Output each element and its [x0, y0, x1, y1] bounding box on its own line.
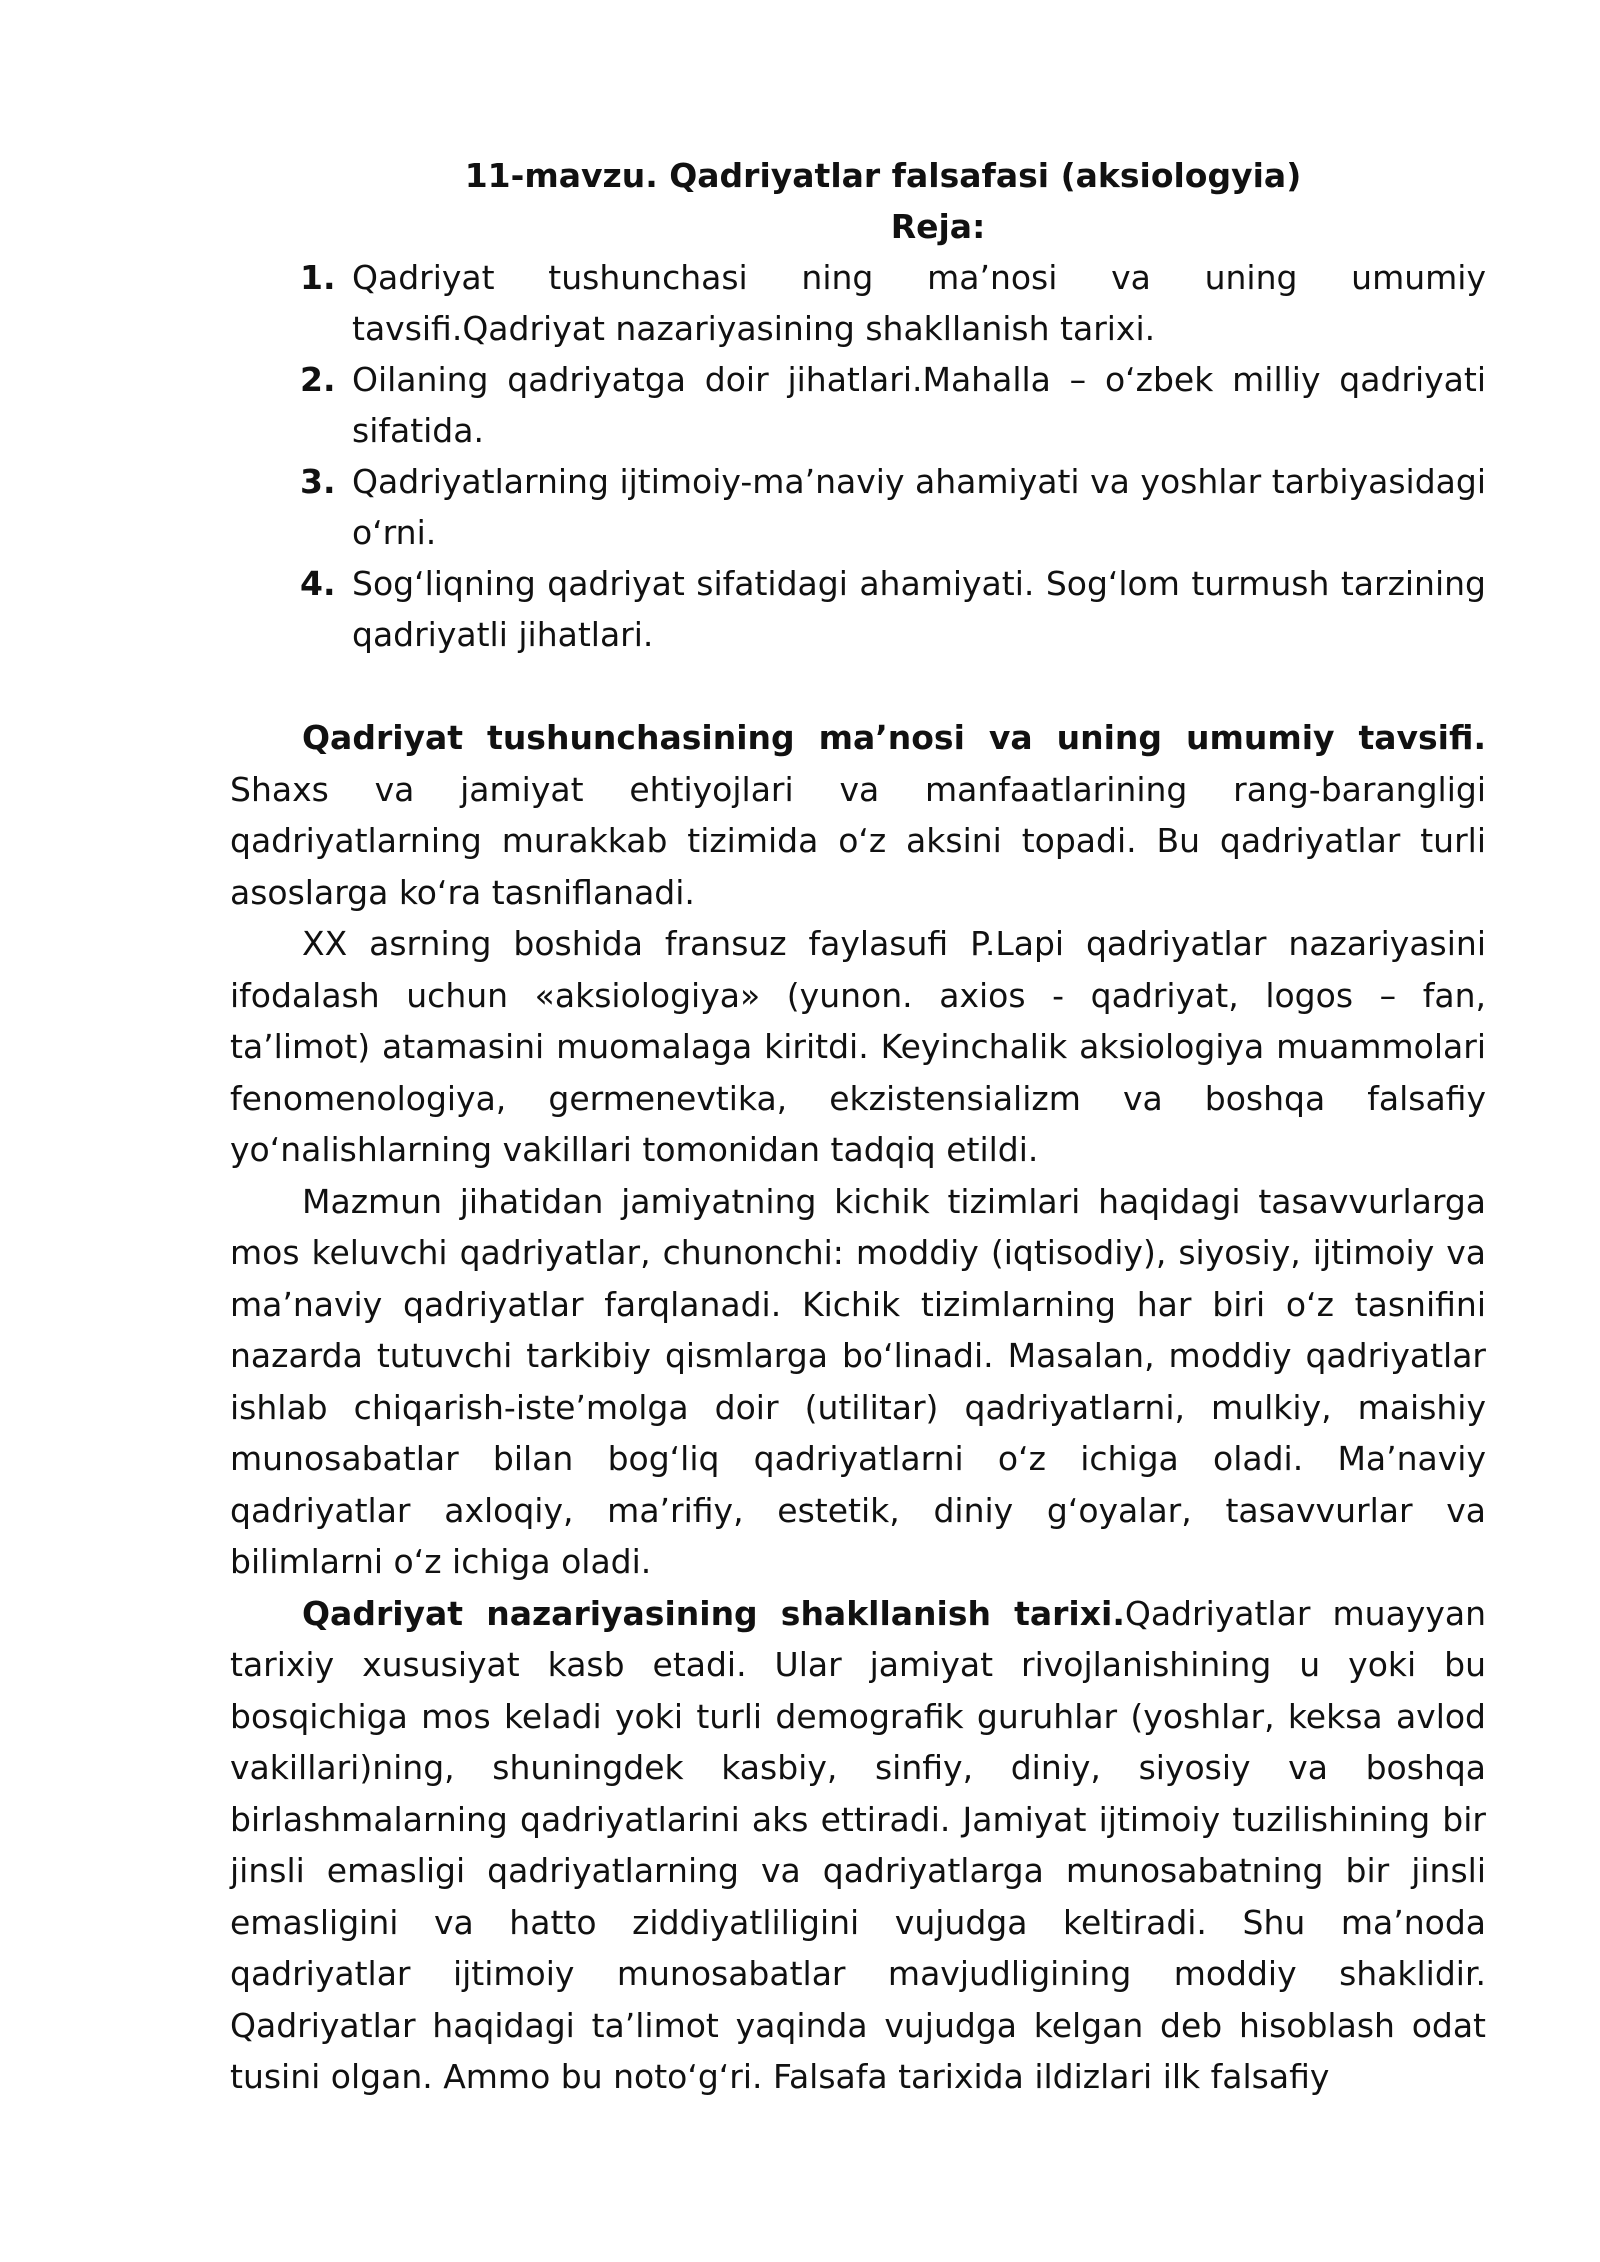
plan-item-text: Sog‘liqning qadriyat sifatidagi ahamiyati. Sog‘lom turmush tarzining qadriyatli jihatlari.	[352, 564, 1486, 654]
plan-item	[230, 456, 1486, 558]
paragraph-text: Mazmun jihatidan jamiyatning kichik tizimlari haqidagi tasavvurlarga mos keluvchi qadriyatlar, chunonchi: moddiy (iqtisodiy), siyosiy, ijtimoiy va ma’naviy qadriyatlar farqlanadi. Kichik tizimlarning har biri o‘z tasnifini nazarda tutuvchi tarkibiy qismlarga bo‘linadi. Masalan, moddiy qadriyatlar ishlab chiqarish-iste’molga doir (utilitar) qadriyatlarni, mulkiy, maishiy munosabatlar bilan bog‘liq qadriyatlarni o‘z ichiga oladi. Ma’naviy qadriyatlar axloqiy, ma’rifiy, estetik, diniy g‘oyalar, tasavvurlar va bilimlarni o‘z ichiga oladi.	[230, 1181, 1486, 1581]
plan-list	[230, 252, 1486, 660]
paragraph-heading: Qadriyat tushunchasining ma’nosi va uning umumiy tavsifi.	[302, 718, 1486, 757]
section-spacer	[230, 660, 1486, 712]
body-paragraph	[230, 1176, 1486, 1588]
plan-item-text: Oilaning qadriyatga doir jihatlari.Mahalla – o‘zbek milliy qadriyati sifatida.	[352, 360, 1486, 450]
document-page	[230, 150, 1486, 2103]
paragraph-heading: Qadriyat nazariyasining shakllanish tarixi.	[302, 1593, 1125, 1633]
plan-item-number: 3.	[300, 462, 336, 501]
paragraph-text: Qadriyatlar muayyan tarixiy xususiyat kasb etadi. Ular jamiyat rivojlanishining u yoki bu bosqichiga mos keladi yoki turli demografik guruhlar (yoshlar, keksa avlod vakillari)ning, shuningdek kasbiy, sinfiy, diniy, siyosiy va boshqa birlashmalarning qadriyatlarini aks ettiradi. Jamiyat ijtimoiy tuzilishining bir jinsli emasligi qadriyatlarning va qadriyatlarga munosabatning bir jinsli emasligini va hatto ziddiyatliligini vujudga keltiradi. Shu ma’noda qadriyatlar ijtimoiy munosabatlar mavjudligining moddiy shaklidir. Qadriyatlar haqidagi ta’limot yaqinda vujudga kelgan deb hisoblash odat tusini olgan. Ammo bu noto‘g‘ri. Falsafa tarixida ildizlari ilk falsafiy	[230, 1593, 1486, 2096]
paragraph-text: Shaxs va jamiyat ehtiyojlari va manfaatlarining rang-barangligi qadriyatlarning murakkab tizimida o‘z aksini topadi. Bu qadriyatlar turli asoslarga ko‘ra tasniflanadi.	[230, 769, 1486, 912]
body-paragraph	[230, 712, 1486, 918]
body-paragraph	[230, 918, 1486, 1176]
plan-item-text: Qadriyat tushunchasi ning ma’nosi va uning umumiy tavsifi.Qadriyat nazariyasining shakllanish tarixi.	[352, 258, 1486, 348]
plan-item	[230, 252, 1486, 354]
plan-item-number: 4.	[300, 564, 336, 603]
plan-item	[230, 558, 1486, 660]
plan-heading: Reja:	[890, 207, 986, 246]
paragraph-text: XX asrning boshida fransuz faylasufi P.Lapi qadriyatlar nazariyasini ifodalash uchun «aksiologiya» (yunon. axios - qadriyat, logos – fan, ta’limot) atamasini muomalaga kiritdi. Keyinchalik aksiologiya muammolari fenomenologiya, germenevtika, ekzistensializm va boshqa falsafiy yo‘nalishlarning vakillari tomonidan tadqiq etildi.	[230, 924, 1486, 1169]
plan-item-text: Qadriyatlarning ijtimoiy-ma’naviy ahamiyati va yoshlar tarbiyasidagi o‘rni.	[352, 462, 1486, 552]
plan-item-number: 2.	[300, 360, 336, 399]
plan-item-number: 1.	[300, 258, 336, 297]
document-title: 11-mavzu. Qadriyatlar falsafasi (aksiologyia)	[464, 156, 1302, 195]
body-paragraph	[230, 1588, 1486, 2103]
plan-item	[230, 354, 1486, 456]
